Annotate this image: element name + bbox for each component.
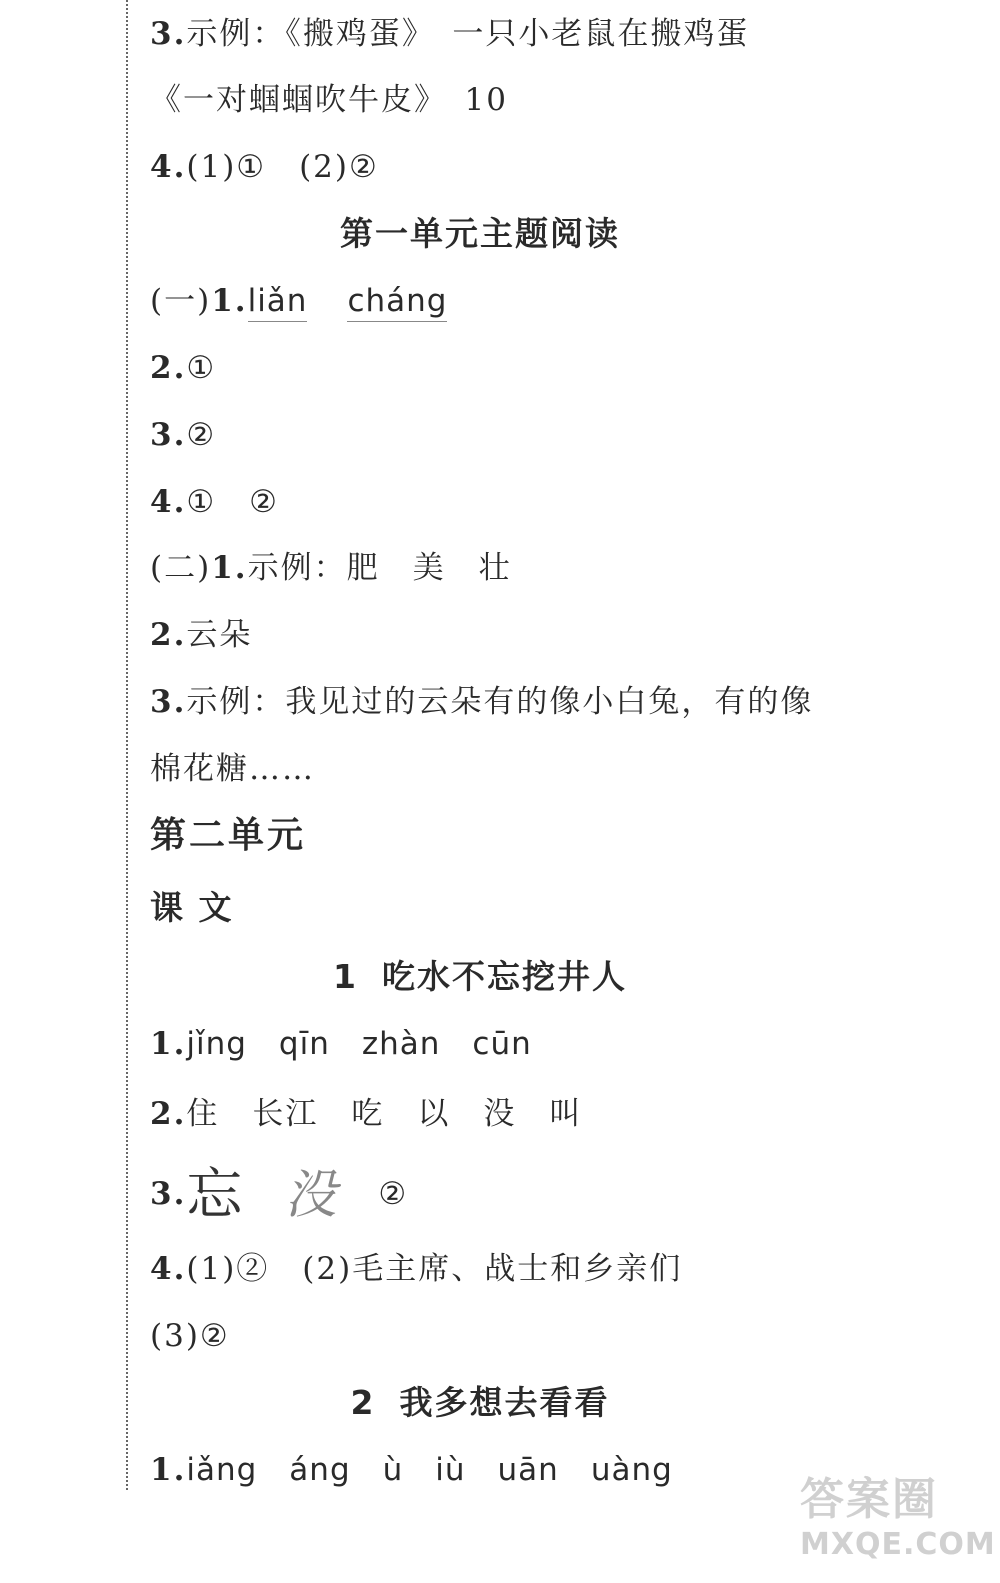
answer-line: 4.(1)② (2)毛主席、战士和乡亲们: [150, 1251, 683, 1287]
answer-line: (一)1.liǎn cháng: [150, 281, 447, 321]
section-heading: 第一单元主题阅读: [340, 214, 620, 253]
unit-title: 第二单元: [150, 815, 307, 856]
lesson-title: 1 吃水不忘挖井人: [333, 957, 627, 996]
answer-line: 2.①: [150, 350, 217, 386]
answer-line: 1.iǎng áng ù iù uān uàng: [150, 1452, 673, 1488]
answer-line: 棉花糖……: [150, 751, 315, 787]
answer-line: 2.云朵: [150, 617, 253, 653]
handwritten-char: 忘: [186, 1162, 245, 1228]
answer-line: 4.(1)① (2)②: [150, 149, 379, 185]
answer-line: 4.① ②: [150, 484, 279, 520]
section-title: 课 文: [150, 888, 234, 927]
handwritten-char: 没: [284, 1165, 339, 1226]
watermark-logo: 答案圈 MXQE.COM: [800, 1474, 996, 1562]
answer-line: (二)1.示例：肥 美 壮: [150, 550, 512, 586]
answer-line: 《一对蝈蝈吹牛皮》 10: [150, 82, 508, 118]
answer-line: 1.jǐng qīn zhàn cūn: [150, 1026, 532, 1062]
lesson-title: 2 我多想去看看: [350, 1383, 610, 1422]
answer-line: 3.示例：《搬鸡蛋》 一只小老鼠在搬鸡蛋: [150, 16, 750, 52]
answer-line: (3)②: [150, 1318, 230, 1354]
answer-line: 3.忘 没 ②: [150, 1162, 409, 1228]
answer-line: 3.示例：我见过的云朵有的像小白兔，有的像: [150, 684, 814, 720]
answer-line: 2.住 长江 吃 以 没 叫: [150, 1096, 583, 1132]
answer-line: 3.②: [150, 417, 217, 453]
